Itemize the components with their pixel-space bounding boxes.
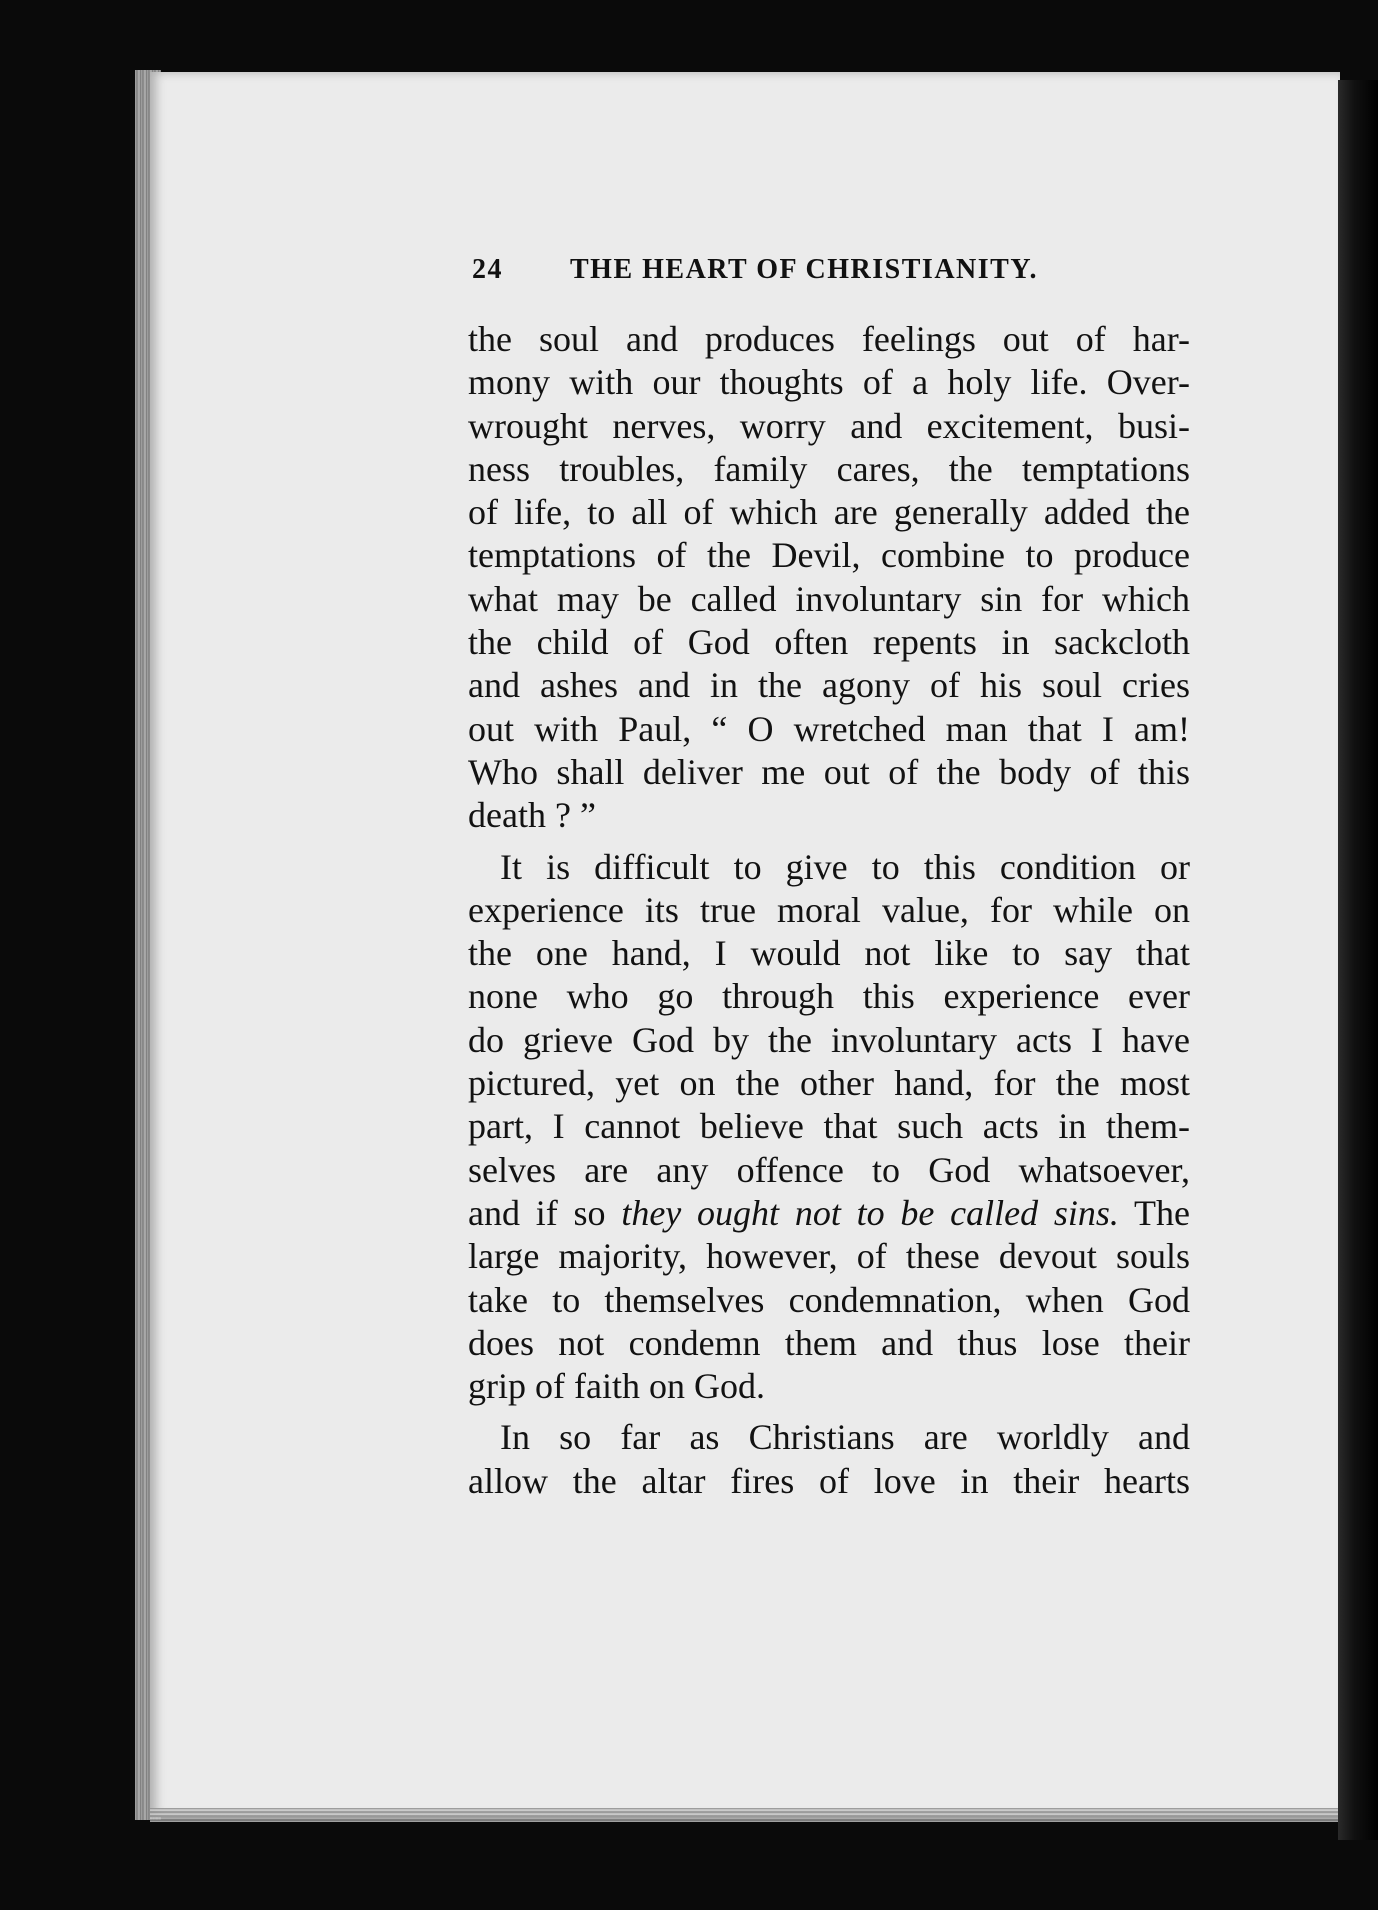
text-line: what may be called involuntary sin for which (468, 578, 1190, 619)
text-line: experience its true moral value, for while on (468, 889, 1190, 930)
text-line: the child of God often repents in sackcloth (468, 622, 1190, 663)
text-line: temptations of the Devil, combine to produce (468, 535, 1190, 576)
text-line: and ashes and in the agony of his soul cries (468, 665, 1190, 706)
text-line: none who go through this experience ever (468, 976, 1190, 1017)
text-line: Who shall deliver me out of the body of this (468, 751, 1190, 792)
page-number: 24 (472, 254, 503, 285)
text-line: out with Paul, “ O wretched man that I am! (468, 708, 1190, 749)
italic-phrase: they ought not to be called sins. (621, 1192, 1119, 1233)
text-line-with-italic (468, 1192, 1190, 1235)
text-line: In so far as Christians are worldly and (500, 1417, 1190, 1458)
text-line: of life, to all of which are generally added the (468, 492, 1190, 533)
body-text (468, 318, 1190, 1503)
text-line: death ? ” (468, 795, 596, 836)
text-line: pictured, yet on the other hand, for the most (468, 1063, 1190, 1104)
text-line: does not condemn them and thus lose their (468, 1322, 1190, 1363)
page-edge-bottom (150, 1808, 1340, 1822)
page-header (472, 254, 1112, 304)
text-line: the one hand, I would not like to say that (468, 933, 1190, 974)
text-line: wrought nerves, worry and excitement, busi- (468, 405, 1190, 446)
text-segment: and if so (468, 1192, 622, 1233)
text-line: It is difficult to give to this condition or (500, 846, 1190, 887)
book-spine (1338, 80, 1378, 1840)
text-line: large majority, however, of these devout souls (468, 1236, 1190, 1277)
text-line: part, I cannot believe that such acts in them- (468, 1106, 1190, 1147)
text-line: ness troubles, family cares, the temptations (468, 448, 1190, 489)
text-line: allow the altar fires of love in their hearts (468, 1460, 1190, 1501)
text-line: grip of faith on God. (468, 1366, 765, 1407)
text-line: the soul and produces feelings out of har- (468, 319, 1190, 359)
text-segment: The (1118, 1192, 1190, 1233)
text-line: take to themselves condemnation, when God (468, 1279, 1190, 1320)
text-line: selves are any offence to God whatsoever, (468, 1149, 1190, 1190)
running-head: THE HEART OF CHRISTIANITY. (570, 254, 1038, 285)
text-line: mony with our thoughts of a holy life. Over- (468, 362, 1190, 403)
text-line: do grieve God by the involuntary acts I have (468, 1019, 1190, 1060)
